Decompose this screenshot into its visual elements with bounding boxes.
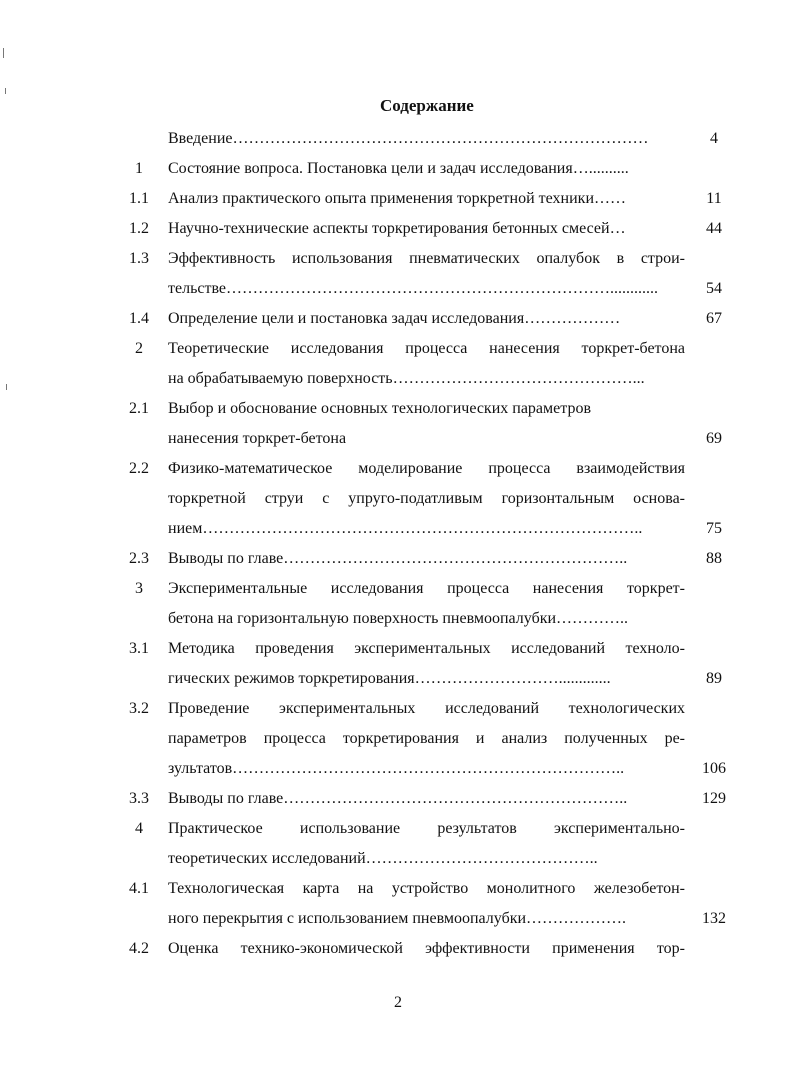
- toc-entry: [0, 605, 796, 633]
- toc-entry-text: Проведение экспериментальных исследований технологических: [168, 700, 685, 717]
- toc-entry-text: теоретических исследований……………………………………..: [168, 850, 598, 867]
- toc-entry: [0, 455, 796, 483]
- toc-entry-number: 2: [135, 340, 143, 357]
- toc-entry-page: 11: [706, 190, 722, 207]
- toc-entry-text: Физико-математическое моделирование процесса взаимодействия: [168, 460, 685, 477]
- toc-entry-number: 2.1: [129, 400, 149, 417]
- toc-entry: [0, 695, 796, 723]
- toc-entry: [0, 785, 796, 813]
- toc-entry-number: 1.4: [129, 310, 149, 327]
- toc-entry: [0, 725, 796, 753]
- toc-entry-number: 1.1: [129, 190, 149, 207]
- toc-entry-text: Выводы по главе………………………………………………………..: [168, 550, 628, 567]
- toc-entry: [0, 305, 796, 333]
- toc-entry-text: Состояние вопроса. Постановка цели и задач исследования…..........: [168, 160, 629, 177]
- toc-entry: [0, 125, 796, 153]
- scan-margin-mark: [5, 88, 6, 94]
- toc-entry-page: 88: [706, 550, 722, 567]
- toc-entry: [0, 845, 796, 873]
- toc-entry: [0, 185, 796, 213]
- toc-entry-text: нанесения торкрет-бетона: [168, 430, 347, 447]
- toc-entry-number: 2.2: [129, 460, 149, 477]
- toc-entry-text: Определение цели и постановка задач исследования………………: [168, 310, 621, 327]
- toc-entry-text: Технологическая карта на устройство монолитного железобетон-: [168, 880, 685, 897]
- toc-entry: [0, 275, 796, 303]
- toc-entry-text: Теоретические исследования процесса нанесения торкрет-бетона: [168, 340, 685, 357]
- toc-entry: [0, 575, 796, 603]
- toc-entry: [0, 485, 796, 513]
- toc-entry: [0, 395, 796, 423]
- toc-entry: [0, 905, 796, 933]
- toc-entry-page: 106: [702, 760, 726, 777]
- toc-entry-text: на обрабатываемую поверхность………………………………………...: [168, 370, 645, 387]
- toc-entry-text: Научно-технические аспекты торкретирования бетонных смесей…: [168, 220, 626, 237]
- toc-entry-page: 4: [710, 130, 718, 147]
- toc-entry: [0, 875, 796, 903]
- toc-entry-number: 3: [135, 580, 143, 597]
- toc-entry: [0, 215, 796, 243]
- toc-entry: [0, 335, 796, 363]
- toc-title: Содержание: [380, 96, 474, 115]
- toc-entry-number: 1.3: [129, 250, 149, 267]
- toc-entry-text: Методика проведения экспериментальных исследований техноло-: [168, 640, 685, 657]
- toc-entry-number: 3.3: [129, 790, 149, 807]
- toc-entry-number: 1.2: [129, 220, 149, 237]
- toc-entry: [0, 425, 796, 453]
- toc-entry-page: 67: [706, 310, 722, 327]
- toc-entry-text: зультатов………………………………………………………………..: [168, 760, 625, 777]
- toc-entry-text: Выводы по главе………………………………………………………..: [168, 790, 628, 807]
- toc-entry-text: торкретной струи с упруго-податливым горизонтальным основа-: [168, 490, 685, 507]
- scan-margin-mark: [3, 48, 4, 58]
- page-number: 2: [394, 994, 402, 1011]
- toc-entry-page: 75: [706, 520, 722, 537]
- toc-entry-text: Анализ практического опыта применения торкретной техники……: [168, 190, 626, 207]
- toc-entry-text: Выбор и обоснование основных технологических параметров: [168, 400, 591, 417]
- toc-entry-text: параметров процесса торкретирования и анализ полученных ре-: [168, 730, 685, 747]
- toc-entry-text: Оценка технико-экономической эффективности применения тор-: [168, 940, 685, 957]
- toc-entry: [0, 155, 796, 183]
- toc-entry: [0, 815, 796, 843]
- toc-entry-text: нием………………………………………………………………………..: [168, 520, 643, 537]
- toc-entry-number: 1: [135, 160, 143, 177]
- toc-entry-text: Эффективность использования пневматических опалубок в строи-: [168, 250, 685, 267]
- toc-entry: [0, 545, 796, 573]
- toc-entry-number: 4.1: [129, 880, 149, 897]
- toc-entry-page: 69: [706, 430, 722, 447]
- toc-entry-text: Практическое использование результатов экспериментально-: [168, 820, 685, 837]
- toc-entry-text: ного перекрытия с использованием пневмоопалубки……………….: [168, 910, 627, 927]
- toc-entry-page: 89: [706, 670, 722, 687]
- toc-entry: [0, 245, 796, 273]
- toc-entry: [0, 665, 796, 693]
- toc-entry: [0, 365, 796, 393]
- toc-entry-page: 132: [702, 910, 726, 927]
- toc-entry-number: 3.2: [129, 700, 149, 717]
- toc-entry-page: 44: [706, 220, 722, 237]
- toc-entry-number: 2.3: [129, 550, 149, 567]
- toc-entry-text: бетона на горизонтальную поверхность пневмоопалубки…………..: [168, 610, 629, 627]
- toc-entry-text: гических режимов торкретирования……………………….............: [168, 670, 611, 687]
- toc-entry-number: 4.2: [129, 940, 149, 957]
- toc-entry-text: Экспериментальные исследования процесса нанесения торкрет-: [168, 580, 685, 597]
- toc-entry-page: 129: [702, 790, 726, 807]
- toc-entry-text: Введение……………………………………………………………………: [168, 130, 649, 147]
- toc-entry-page: 54: [706, 280, 722, 297]
- toc-entry: [0, 935, 796, 963]
- toc-entry: [0, 755, 796, 783]
- toc-entry-number: 4: [135, 820, 143, 837]
- toc-entry-number: 3.1: [129, 640, 149, 657]
- toc-entry: [0, 635, 796, 663]
- toc-entry: [0, 515, 796, 543]
- toc-entry-text: тельстве………………………………………………………………............: [168, 280, 659, 297]
